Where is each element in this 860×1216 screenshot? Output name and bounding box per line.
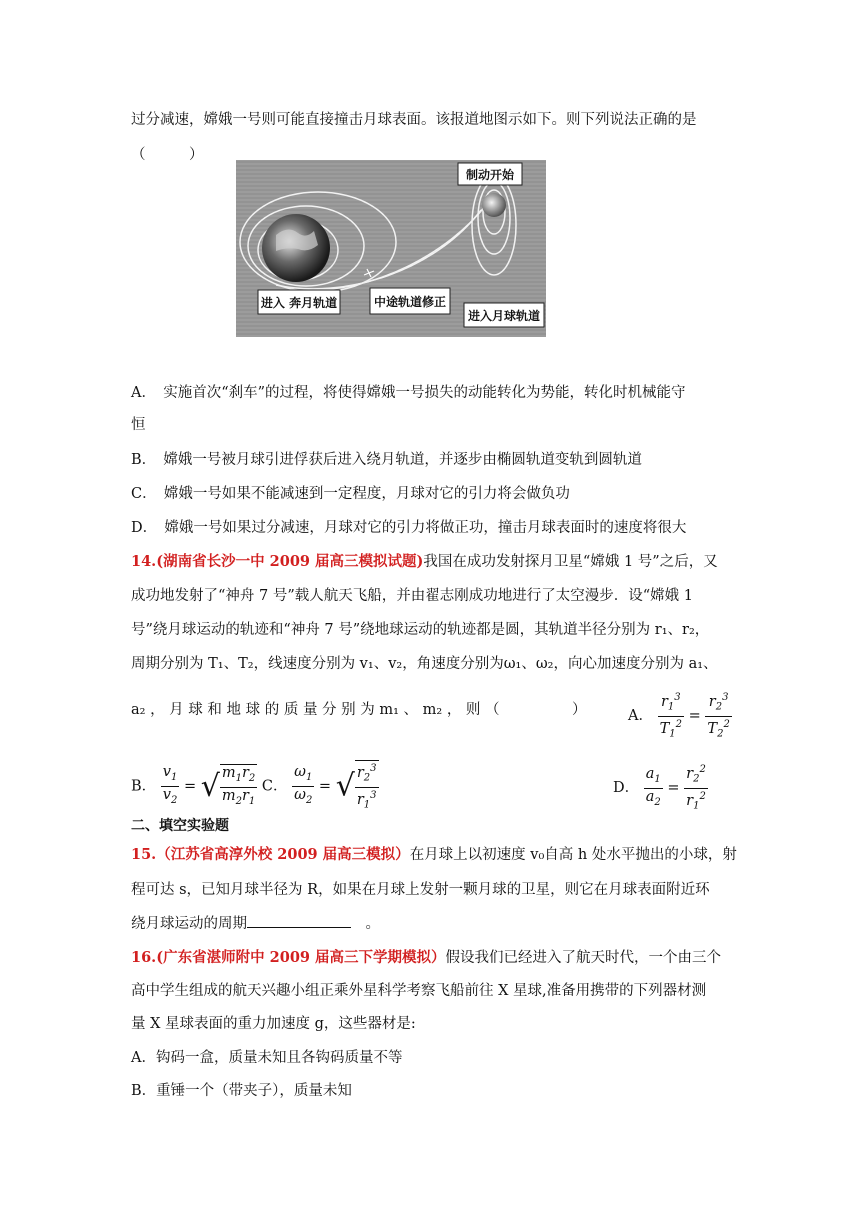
q16-number: 16. (131, 949, 157, 966)
q14-line5: a₂ ， 月 球 和 地 球 的 质 量 分 别 为 m₁ 、 m₂ ， 则 （ ） (131, 702, 587, 718)
label-lunar-orbit: 进入月球轨道 (467, 309, 541, 323)
label-brake: 制动开始 (465, 168, 515, 182)
q14-option-a: A． $\frac{r_1^3}{T_1^2}$ = $\frac{r_2^3}{T_2^2}$ (628, 692, 730, 740)
q13-option-b: B． 嫦娥一号被月球引进俘获后进入绕月轨道，并逐步由椭圆轨道变轨到圆轨道 (131, 452, 642, 468)
q15-line1-text: 在月球上以初速度 v₀自高 h 处水平抛出的小球，射 (409, 847, 737, 863)
q13-option-a-cont: 恒 (131, 417, 146, 433)
q16-option-b: B．重锤一个（带夹子），质量未知 (131, 1083, 352, 1099)
q15-line3 (131, 913, 380, 934)
q16-source: (广东省湛师附中 2009 届高三下学期模拟） (156, 949, 446, 966)
q15-line2: 程可达 s，已知月球半径为 R，如果在月球上发射一颗月球的卫星，则它在月球表面附近环 (131, 882, 710, 898)
label-enter-transfer: 进入 奔月轨道 (260, 296, 338, 310)
q14-line4: 周期分别为 T₁、T₂，线速度分别为 v₁、v₂，角速度分别为ω₁、ω₂，向心加速度分别为 a₁、 (131, 656, 718, 672)
answer-parenthesis: （ ） (131, 147, 204, 163)
q14-line2: 成功地发射了“神舟 7 号”载人航天飞船，并由翟志刚成功地进行了太空漫步．设“嫦娥 1 (131, 588, 694, 604)
orbit-figure (236, 160, 546, 337)
q15-source: （江苏省高淳外校 2009 届高三模拟） (156, 846, 410, 863)
q15-line3-text: 绕月球运动的周期 (131, 916, 247, 932)
answer-blank (247, 913, 351, 928)
intro-line: 过分减速，嫦娥一号则可能直接撞击月球表面。该报道地图示如下。则下列说法正确的是 (131, 112, 697, 128)
q14-option-c-label: C． (261, 778, 288, 795)
q15-line1 (131, 845, 737, 865)
q14-source: (湖南省长沙一中 2009 届高三模拟试题) (156, 553, 424, 570)
q13-option-d: D． 嫦娥一号如果过分减速，月球对它的引力将做正功，撞击月球表面时的速度将很大 (131, 520, 687, 536)
q14-line3: 号”绕月球运动的轨迹和“神舟 7 号”绕地球运动的轨迹都是圆，其轨道半径分别为 r₁、r₂， (131, 622, 710, 638)
q14-option-d: D． $\frac{a_1}{a_2}$ = $\frac{r_2^2}{r_1^2}$ (613, 764, 706, 812)
q16-line2: 高中学生组成的航天兴趣小组正乘外星科学考察飞船前往 X 星球,准备用携带的下列器材测 (131, 983, 707, 999)
q16-line1 (131, 948, 721, 968)
q16-line1-text: 假设我们已经进入了航天时代，一个由三个 (445, 950, 722, 966)
label-midcourse: 中途轨道修正 (373, 295, 447, 309)
moon-icon (482, 193, 506, 217)
q16-line3: 量 X 星球表面的重力加速度 g，这些器材是: (131, 1016, 416, 1032)
q16-option-a: A．钩码一盒，质量未知且各钩码质量不等 (131, 1050, 403, 1066)
q14-line1-text: 我国在成功发射探月卫星“嫦娥 1 号”之后，又 (423, 554, 718, 570)
q14-line1 (131, 552, 718, 572)
q14-option-b-c: B． $\frac{v_1}{v_2}$ = √ $\frac{m_1r_2}{m_2r_1}$ C． $\frac{\omega_1}{\omega_2}$ = √ $\frac{r_2^3}{r_1^3}$ (131, 760, 379, 813)
q14-option-b-label: B． (131, 778, 157, 795)
q15-number: 15. (131, 846, 157, 863)
q13-option-c: C． 嫦娥一号如果不能减速到一定程度，月球对它的引力将会做负功 (131, 486, 570, 502)
q15-line3-end: 。 (365, 916, 380, 932)
q14-option-d-label: D． (613, 780, 640, 797)
q14-number: 14. (131, 553, 157, 570)
q13-option-a: A． 实施首次“刹车”的过程，将使得嫦娥一号损失的动能转化为势能，转化时机械能守 (131, 385, 686, 401)
section-title: 二、填空实验题 (131, 818, 229, 834)
q14-option-a-label: A． (628, 708, 653, 725)
